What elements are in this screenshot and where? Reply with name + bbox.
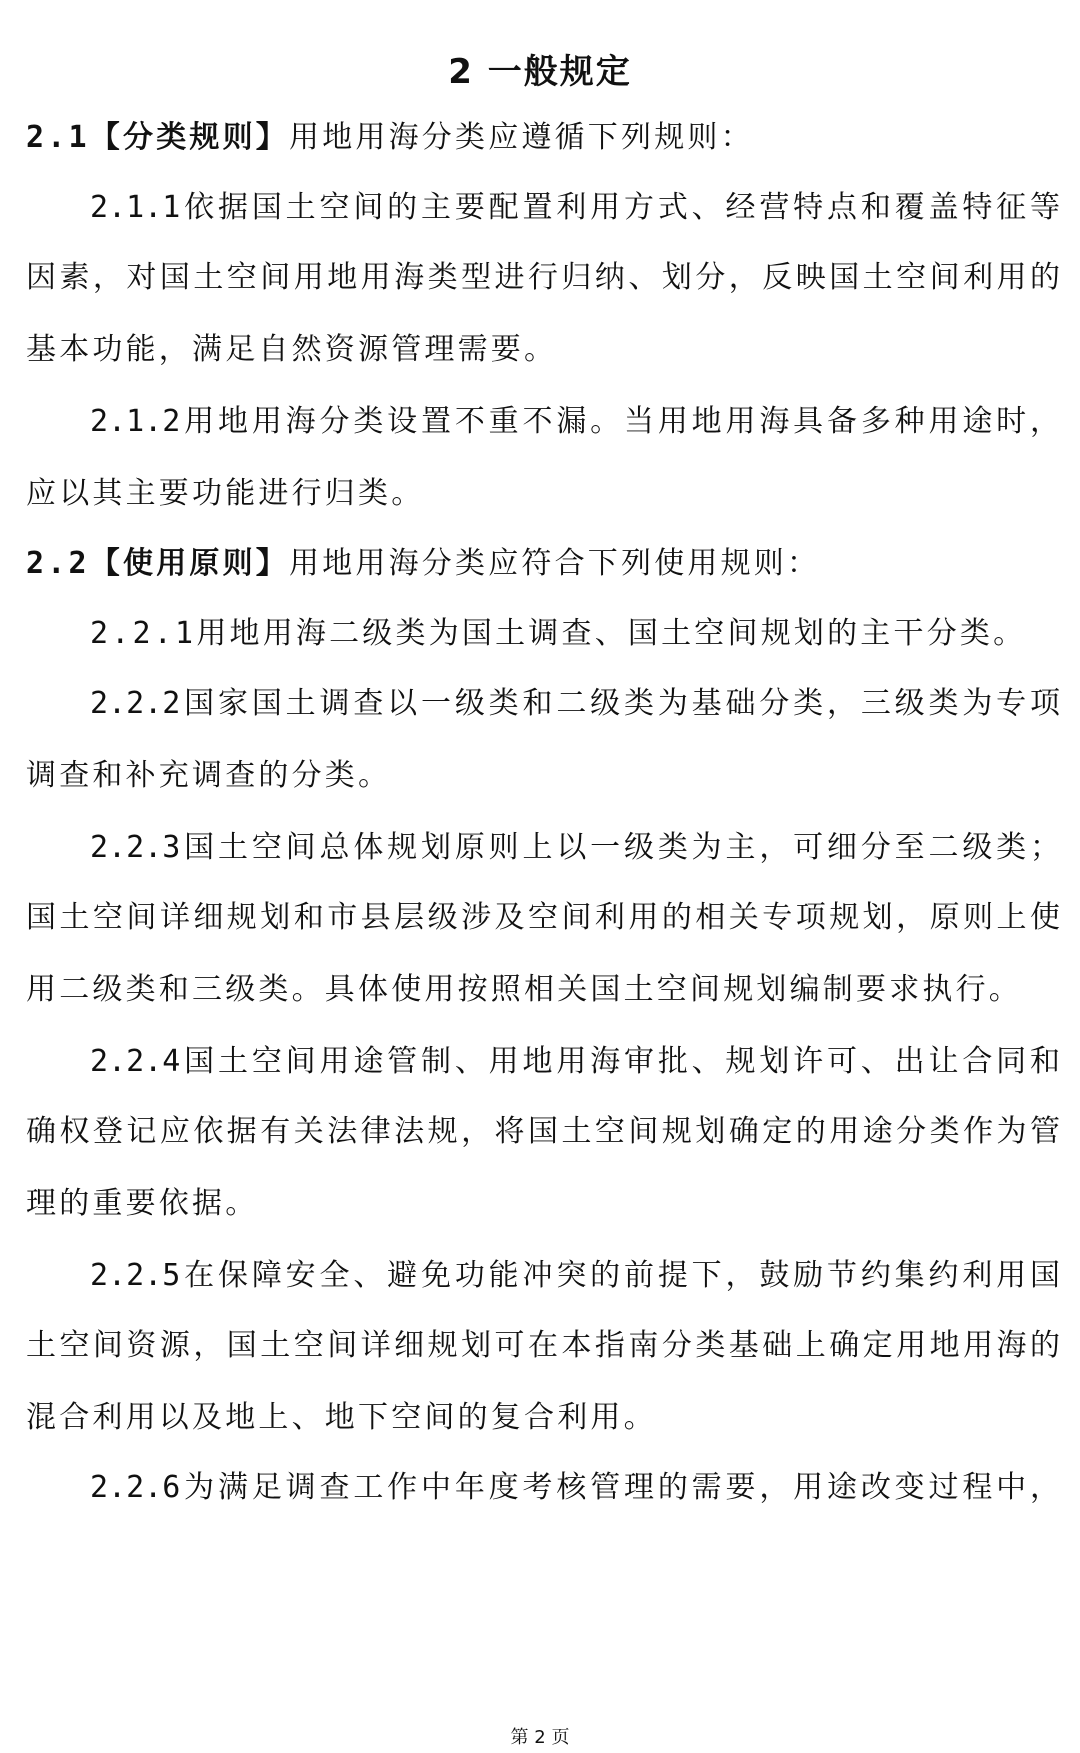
clause-2-2-3-line-3: 用二级类和三级类。具体使用按照相关国土空间规划编制要求执行。 (26, 972, 1022, 1007)
clause-text: 国土空间总体规划原则上以一级类为主，可细分至二级类； (180, 830, 1060, 865)
section-tag: 【分类规则】 (89, 120, 289, 155)
clause-text: 国土空间用途管制、用地用海审批、规划许可、出让合同和 (180, 1044, 1060, 1079)
clause-2-2-4-line-3: 理的重要依据。 (26, 1186, 259, 1221)
clause-text: 依据国土空间的主要配置利用方式、经营特点和覆盖特征等 (180, 190, 1060, 225)
clause-2-2-5-line-1 (90, 1256, 1060, 1296)
clause-number: 2.2.5 (90, 1258, 181, 1293)
clause-2-2-3-line-2: 国土空间详细规划和市县层级涉及空间利用的相关专项规划，原则上使 (26, 900, 1060, 935)
section-lead: 用地用海分类应符合下列使用规则： (289, 546, 821, 581)
clause-2-2-2-line-1 (90, 684, 1060, 724)
clause-2-1-1-line-1 (90, 188, 1060, 228)
clause-2-2-2-line-2: 调查和补充调查的分类。 (26, 758, 392, 793)
clause-number: 2.1.1 (90, 190, 181, 225)
clause-2-2-4-line-1 (90, 1042, 1060, 1082)
section-heading-2-1 (26, 118, 1060, 158)
clause-2-2-5-line-3: 混合利用以及地上、地下空间的复合利用。 (26, 1400, 657, 1435)
section-tag: 【使用原则】 (89, 546, 289, 581)
clause-2-1-2-line-1 (90, 402, 1060, 442)
clause-2-1-2-line-2: 应以其主要功能进行归类。 (26, 476, 425, 511)
clause-2-2-1-line-1 (90, 614, 1080, 654)
clause-text: 国家国土调查以一级类和二级类为基础分类，三级类为专项 (180, 686, 1060, 721)
clause-number: 2.2.2 (90, 686, 181, 721)
clause-2-2-3-line-1 (90, 828, 1060, 868)
page-number-footer: 第 2 页 (510, 1727, 570, 1748)
clause-text: 用地用海分类设置不重不漏。当用地用海具备多种用途时， (180, 404, 1060, 439)
clause-number: 2.1.2 (90, 404, 181, 439)
clause-number: 2.2.1 (90, 616, 197, 651)
page-title: 2 一般规定 (448, 52, 632, 92)
clause-2-1-1-line-3: 基本功能，满足自然资源管理需要。 (26, 332, 558, 367)
clause-2-1-1-line-2: 因素，对国土空间用地用海类型进行归纳、划分，反映国土空间利用的 (26, 260, 1060, 295)
clause-text: 用地用海二级类为国土调查、国土空间规划的主干分类。 (196, 616, 1027, 651)
section-lead: 用地用海分类应遵循下列规则： (289, 120, 754, 155)
section-number: 2.1 (26, 120, 90, 155)
clause-number: 2.2.3 (90, 830, 181, 865)
section-heading-2-2 (26, 544, 1060, 584)
clause-number: 2.2.4 (90, 1044, 181, 1079)
section-number: 2.2 (26, 546, 90, 581)
clause-number: 2.2.6 (90, 1470, 181, 1505)
clause-text: 在保障安全、避免功能冲突的前提下，鼓励节约集约利用国 (180, 1258, 1060, 1293)
clause-2-2-4-line-2: 确权登记应依据有关法律法规，将国土空间规划确定的用途分类作为管 (26, 1114, 1060, 1149)
clause-2-2-5-line-2: 土空间资源，国土空间详细规划可在本指南分类基础上确定用地用海的 (26, 1328, 1060, 1363)
clause-text: 为满足调查工作中年度考核管理的需要，用途改变过程中， (180, 1470, 1060, 1505)
clause-2-2-6-line-1 (90, 1468, 1060, 1508)
